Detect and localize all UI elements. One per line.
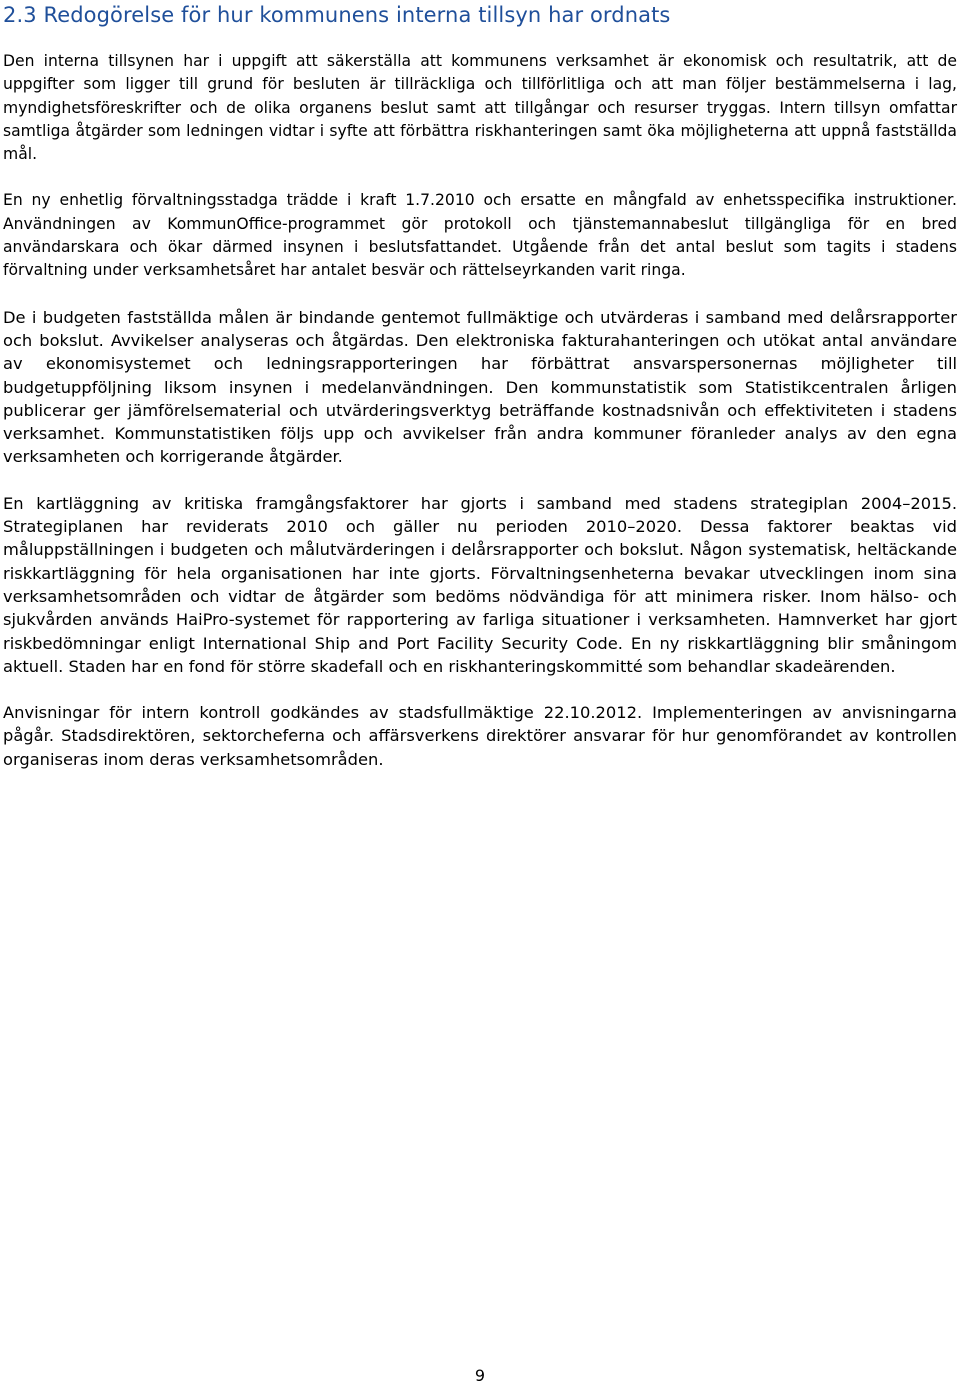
paragraph-risk-mapping: En kartläggning av kritiska framgångsfaktorer har gjorts i samband med stadens strategiplan 2004–2015. Strategiplanen har reviderats 2010 och gäller nu perioden 2010–2020. Dessa faktorer beaktas vid måluppställningen i budgeten och målutvärderingen i delårsrapporter och bokslut. Någon systematisk, heltäckande riskkartläggning för hela organisationen har inte gjorts. Förvaltningsenheterna bevakar utvecklingen inom sina verksamhetsområden och vidtar de åtgärder som bedöms nödvändiga för att minimera risker. Inom hälso- och sjukvården används HaiPro-systemet för rapportering av farliga situationer i verksamheten. Hamnverket har gjort riskbedömningar enligt International Ship and Port Facility Security Code. En ny riskkartläggning blir småningom aktuell. Staden har en fond för större skadefall och en riskhanteringskommitté som behandlar skadeärenden. [3,493,957,676]
paragraph-budget-goals: De i budgeten fastställda målen är bindande gentemot fullmäktige och utvärderas i samband med delårsrapporter och bokslut. Avvikelser analyseras och åtgärdas. Den elektroniska fakturahanteringen och utökat antal användare av ekonomisystemet och ledningsrapporteringen har förbättrat ansvarspersonernas möjligheter till budgetuppföljning liksom insynen i medelanvändningen. Den kommunstatistik som Statistikcentralen årligen publicerar ger jämförelsematerial och utvärderingsverktyg beträffande kostnadsnivån och effektiviteten i stadens verksamhet. Kommunstatistiken följs upp och avvikelser från andra kommuner föranleder analys av den egna verksamheten och korrigerande åtgärder. [3,307,957,467]
paragraph-internal-supervision: Den interna tillsynen har i uppgift att säkerställa att kommunens verksamhet är ekonomisk och resultatrik, att de uppgifter som ligger till grund för besluten är tillräckliga och tillförlitliga och att man följer bestämmelserna i lag, myndighetsföreskrifter och de olika organens beslut samt att tillgångar och resurser tryggas. Intern tillsyn omfattar samtliga åtgärder som ledningen vidtar i syfte att förbättra riskhanteringen samt öka möjligheterna att uppnå fastställda mål. [3,52,957,164]
paragraph-administrative-regulations: En ny enhetlig förvaltningsstadga trädde i kraft 1.7.2010 och ersatte en mångfald av enhetsspecifika instruktioner. Användningen av KommunOffice-programmet gör protokoll och tjänstemannabeslut tillgängliga för en bred användarskara och ökar därmed insynen i beslutsfattandet. Utgående från det antal beslut som tagits i stadens förvaltning under verksamhetsåret har antalet besvär och rättelseyrkanden varit ringa. [3,191,957,280]
page-number: 9 [474,1366,486,1385]
section-heading: 2.3 Redogörelse för hur kommunens interna tillsyn har ordnats [3,3,671,27]
paragraph-internal-control-guidelines: Anvisningar för intern kontroll godkändes av stadsfullmäktige 22.10.2012. Implementeringen av anvisningarna pågår. Stadsdirektören, sektorcheferna och affärsverkens direktörer ansvarar för hur genomförandet av kontrollen organiseras inom deras verksamhetsområden. [3,703,957,769]
document-page [3,0,957,771]
